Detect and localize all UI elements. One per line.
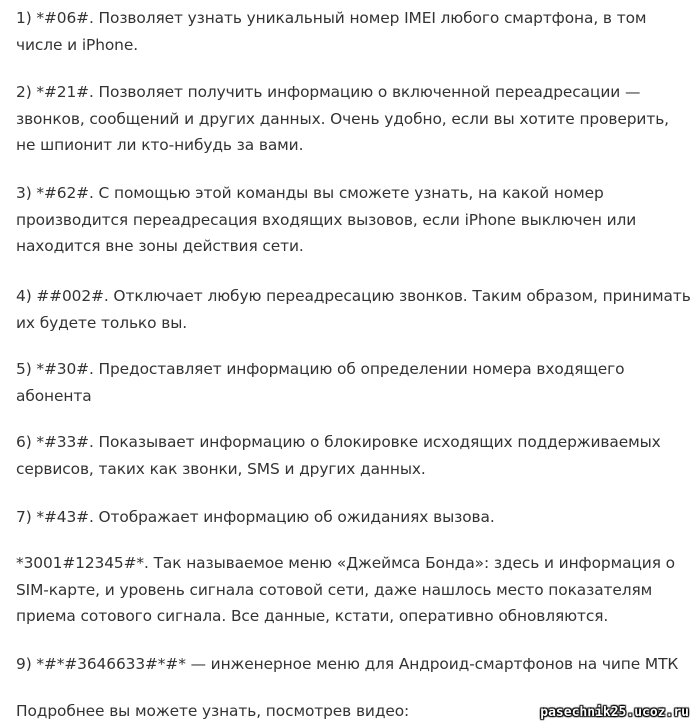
paragraph-field-test-code: *3001#12345#*. Так называемое меню «Джеймса Бонда»: здесь и информация о SIM-карте, и уровень сигнала сотовой сети, даже нашлось место показателям приема сотового сигнала. Все данные, кстати, оперативно обновляются.: [16, 554, 675, 625]
paragraph-forwarding-number-code: 3) *#62#. С помощью этой команды вы сможете узнать, на какой номер производится переадресация входящих вызовов, если iPhone выключен или находится вне зоны действия сети.: [16, 184, 637, 255]
paragraph-call-waiting-code: 7) *#43#. Отображает информацию об ожиданиях вызова.: [16, 508, 495, 526]
paragraph-engineering-menu-code: 9) *#*#3646633#*#* — инженерное меню для Андроид-смартфонов на чипе МТК: [16, 655, 679, 673]
paragraph-disable-forwarding-code: 4) ##002#. Отключает любую переадресацию звонков. Таким образом, принимать их будете только вы.: [16, 287, 691, 332]
site-watermark: pasechnik25.ucoz.ru: [540, 705, 689, 720]
paragraph-video-intro: Подробнее вы можете узнать, посмотрев видео:: [16, 702, 410, 720]
paragraph-caller-id-code: 5) *#30#. Предоставляет информацию об определении номера входящего абонента: [16, 360, 625, 405]
paragraph-call-barring-code: 6) *#33#. Показывает информацию о блокировке исходящих поддерживаемых сервисов, таких как звонки, SMS и других данных.: [16, 433, 661, 478]
paragraph-imei-code: 1) *#06#. Позволяет узнать уникальный номер IMEI любого смартфона, в том числе и iPhone.: [16, 9, 647, 54]
paragraph-forwarding-code: 2) *#21#. Позволяет получить информацию о включенной переадресации — звонков, сообщений и других данных. Очень удобно, если вы хотите проверить, не шпионит ли кто-нибудь за вами.: [16, 83, 669, 154]
